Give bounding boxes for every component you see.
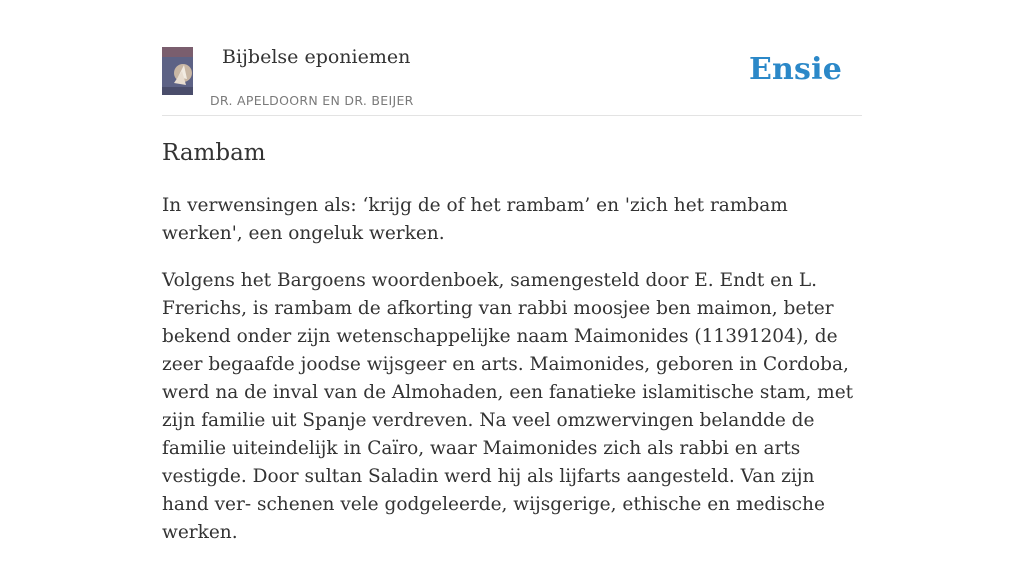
article-title: Rambam bbox=[162, 140, 266, 166]
book-cover-image[interactable] bbox=[162, 47, 193, 95]
article-body bbox=[162, 192, 864, 566]
book-title[interactable]: Bijbelse eponiemen bbox=[222, 46, 411, 68]
header-divider bbox=[162, 115, 862, 116]
book-authors: DR. APELDOORN EN DR. BEIJER bbox=[210, 93, 414, 108]
book-header bbox=[162, 44, 862, 116]
article-paragraph: In verwensingen als: ‘krijg de of het rambam’ en 'zich het rambam werken', een ongeluk werken. bbox=[162, 195, 788, 244]
ensie-logo[interactable]: Ensie bbox=[748, 52, 842, 87]
book-cover-icon bbox=[162, 47, 193, 95]
article-paragraph: Volgens het Bargoens woordenboek, samengesteld door E. Endt en L. Frerichs, is rambam de afkorting van rabbi moosjee ben maimon, beter bekend onder zijn wetenschappelijke naam Maimonides (11391204), de zeer begaafde joodse wijsgeer en arts. Maimonides, geboren in Cordoba, werd na de inval van de Almohaden, een fanatieke islamitische stam, met zijn familie uit Spanje verdreven. Na veel omzwervingen belandde de familie uiteindelijk in Caïro, waar Maimonides zich als rabbi en arts vestigde. Door sultan Saladin werd hij als lijfarts aangesteld. Van zijn hand ver- schenen vele godgeleerde, wijsgerige, ethische en medische werken. bbox=[162, 270, 854, 543]
